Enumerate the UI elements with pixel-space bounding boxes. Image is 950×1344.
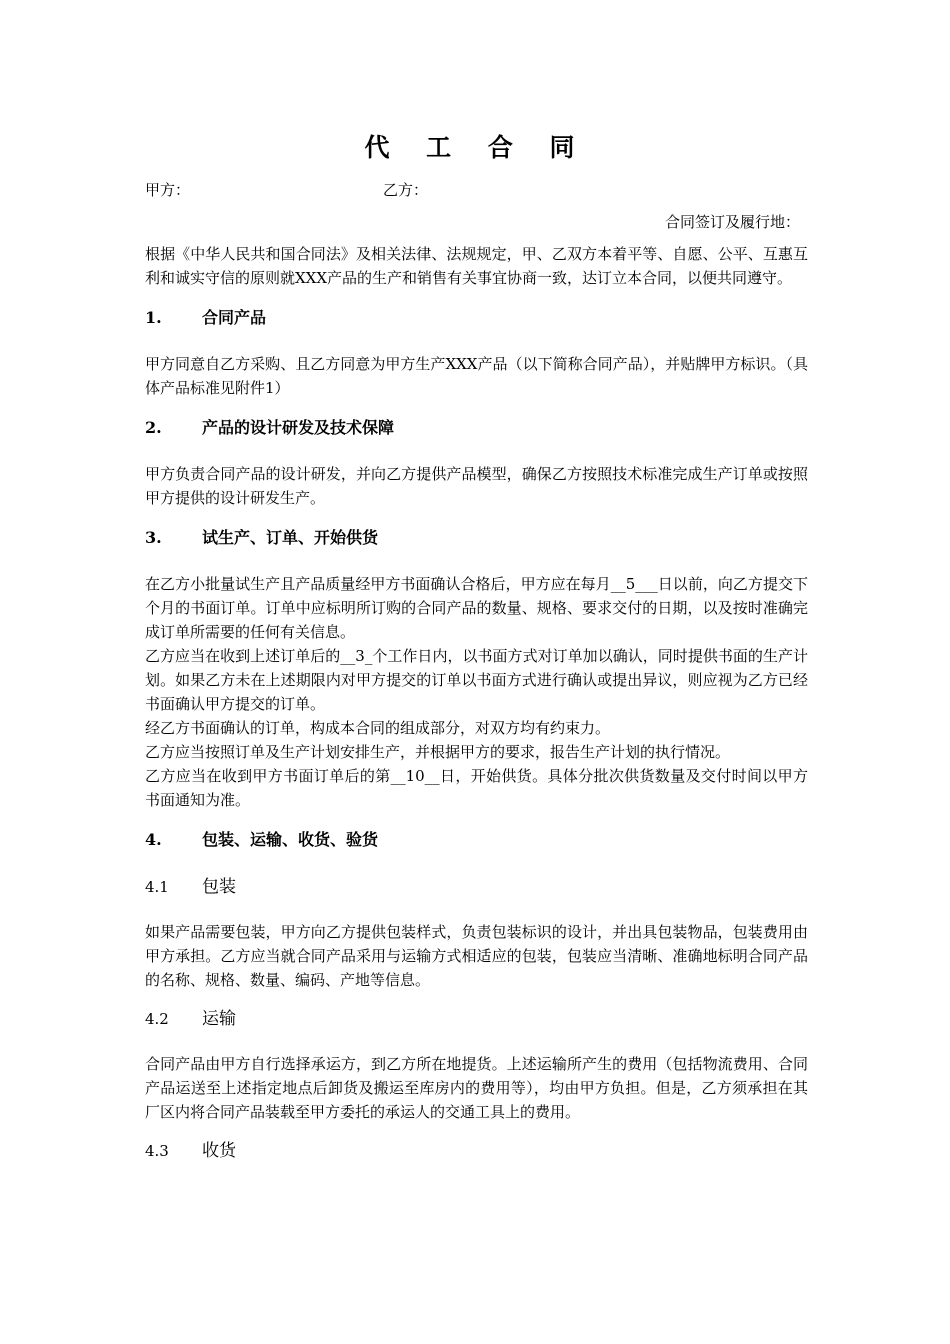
subsection-4-2-paragraph: 合同产品由甲方自行选择承运方，到乙方所在地提货。上述运输所产生的费用（包括物流费用、合同产品运送至上述指定地点后卸货及搬运至库房内的费用等），均由甲方负担。但是，乙方须承担在其厂区内将合同产品装载至甲方委托的承运人的交通工具上的费用。 [145, 1055, 808, 1121]
section-number: 1. [145, 308, 162, 327]
subsection-title: 收货 [202, 1141, 236, 1161]
party-b-label: 乙方： [383, 181, 429, 199]
contract-body [145, 242, 808, 1184]
section-number: 3. [145, 528, 162, 547]
section-title: 产品的设计研发及技术保障 [202, 418, 395, 437]
subsection-number: 4.2 [145, 1010, 169, 1028]
section-title: 试生产、订单、开始供货 [202, 528, 379, 547]
party-a-label: 甲方： [145, 181, 191, 199]
subsection-number: 4.1 [145, 878, 169, 896]
document-title: 代 工 合 同 [364, 133, 589, 162]
preamble: 根据《中华人民共和国合同法》及相关法律、法规规定，甲、乙双方本着平等、自愿、公平、互惠互利和诚实守信的原则就XXX产品的生产和销售有关事宜协商一致，达订立本合同，以便共同遵守。 [145, 245, 808, 287]
section-2-heading [145, 416, 808, 440]
subsection-number: 4.3 [145, 1142, 169, 1160]
subsection-4-1-paragraph: 如果产品需要包装，甲方向乙方提供包装样式，负责包装标识的设计，并出具包装物品，包装费用由甲方承担。乙方应当就合同产品采用与运输方式相适应的包装，包装应当清晰、准确地标明合同产品的名称、规格、数量、编码、产地等信息。 [145, 923, 808, 989]
section-number: 2. [145, 418, 162, 437]
signing-place-label: 合同签订及履行地： [664, 213, 800, 231]
section-number: 4. [145, 830, 162, 849]
section-3-paragraph: 乙方应当在收到上述订单后的__3_个工作日内，以书面方式对订单加以确认，同时提供书面的生产计划。如果乙方未在上述期限内对甲方提交的订单以书面方式进行确认或提出异议，则应视为乙方已经书面确认甲方提交的订单。 [145, 647, 808, 713]
section-title: 包装、运输、收货、验货 [202, 830, 379, 849]
section-3-paragraph: 在乙方小批量试生产且产品质量经甲方书面确认合格后，甲方应在每月__5___日以前，向乙方提交下个月的书面订单。订单中应标明所订购的合同产品的数量、规格、要求交付的日期，以及按时准确完成订单所需要的任何有关信息。 [145, 575, 808, 641]
section-3-paragraph: 乙方应当在收到甲方书面订单后的第__10__日，开始供货。具体分批次供货数量及交付时间以甲方书面通知为准。 [145, 767, 808, 809]
section-1-paragraph: 甲方同意自乙方采购、且乙方同意为甲方生产XXX产品（以下简称合同产品），并贴牌甲方标识。（具体产品标准见附件1） [145, 355, 808, 397]
subsection-4-1-heading [145, 874, 808, 900]
section-3-heading [145, 526, 808, 550]
subsection-4-3-heading [145, 1138, 808, 1164]
section-2-paragraph: 甲方负责合同产品的设计研发，并向乙方提供产品模型，确保乙方按照技术标准完成生产订单或按照甲方提供的设计研发生产。 [145, 465, 808, 507]
section-3-paragraph: 经乙方书面确认的订单，构成本合同的组成部分，对双方均有约束力。 [145, 719, 611, 737]
subsection-title: 运输 [202, 1009, 236, 1029]
section-1-heading [145, 306, 808, 330]
section-3-paragraph: 乙方应当按照订单及生产计划安排生产，并根据甲方的要求，报告生产计划的执行情况。 [145, 743, 731, 761]
subsection-title: 包装 [202, 877, 236, 897]
subsection-4-2-heading [145, 1006, 808, 1032]
section-4-heading [145, 828, 808, 852]
section-title: 合同产品 [202, 308, 267, 327]
